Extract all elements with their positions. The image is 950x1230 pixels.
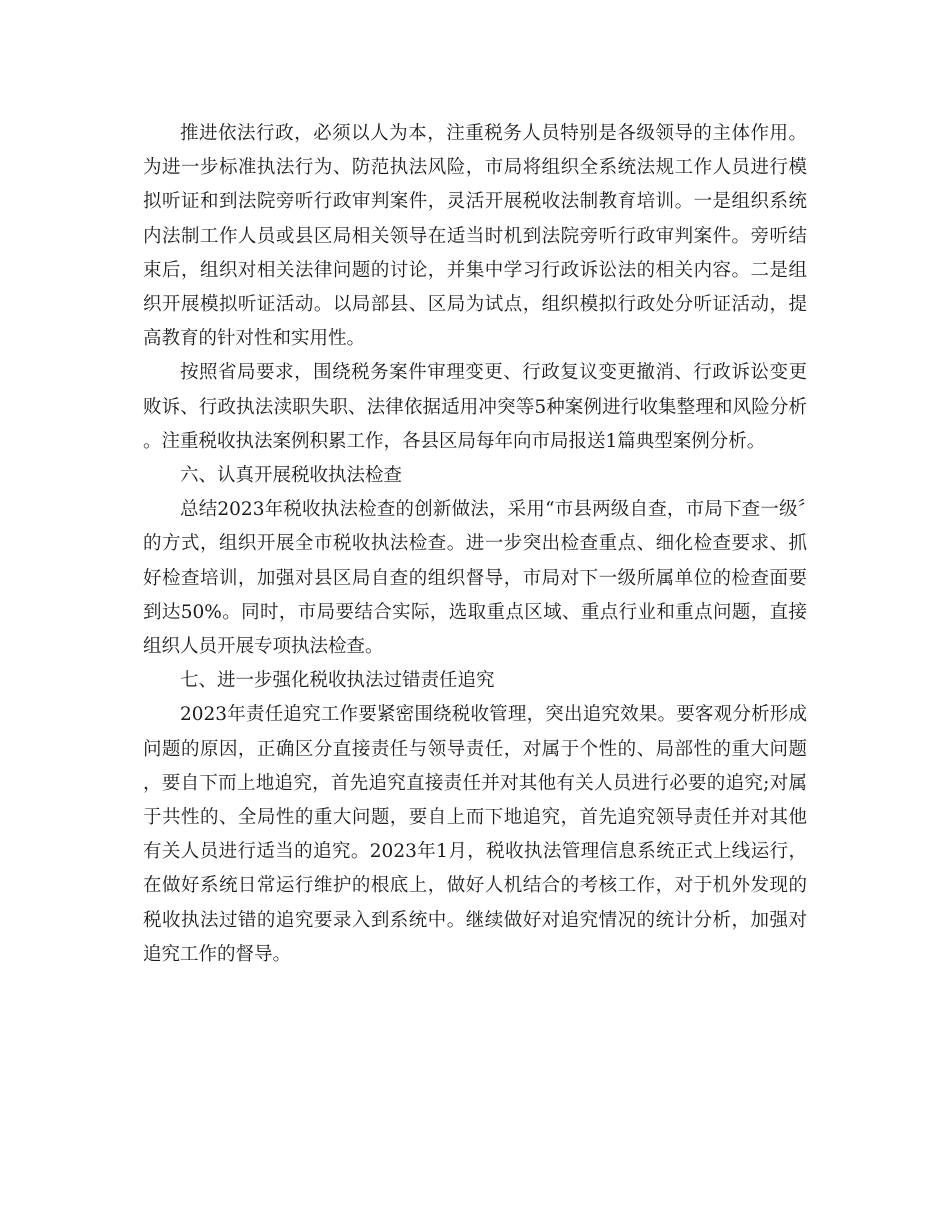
section-heading-six: 六、认真开展税收执法检查 xyxy=(180,465,403,487)
document-body xyxy=(143,117,807,972)
paragraph-case-collection: 按照省局要求，围绕税务案件审理变更、行政复议变更撤消、行政诉讼变更败诉、行政执法渎职失职、法律依据适用冲突等5种案例进行收集整理和风险分析。注重税收执法案例积累工作，各县区局每年向市局报送1篇典型案例分析。 xyxy=(143,362,807,452)
section-heading-seven: 七、进一步强化税收执法过错责任追究 xyxy=(180,670,495,692)
paragraph-administration-by-law: 推进依法行政，必须以人为本，注重税务人员特别是各级领导的主体作用。为进一步标准执法行为、防范执法风险，市局将组织全系统法规工作人员进行模拟听证和到法院旁听行政审判案件，灵活开展税收法制教育培训。一是组织系统内法制工作人员或县区局相关领导在适当时机到法院旁听行政审判案件。旁听结束后，组织对相关法律问题的讨论，并集中学习行政诉讼法的相关内容。二是组织开展模拟听证活动。以局部县、区局为试点，组织模拟行政处分听证活动，提高教育的针对性和实用性。 xyxy=(143,123,807,350)
paragraph-enforcement-inspection: 总结2023年税收执法检查的创新做法，采用“市县两级自查，市局下查一级〞的方式，组织开展全市税收执法检查。进一步突出检查重点、细化检查要求、抓好检查培训，加强对县区局自查的组织督导，市局对下一级所属单位的检查面要到达50%。同时，市局要结合实际，选取重点区域、重点行业和重点问题，直接组织人员开展专项执法检查。 xyxy=(143,499,807,658)
paragraph-accountability: 2023年责任追究工作要紧密围绕税收管理，突出追究效果。要客观分析形成问题的原因，正确区分直接责任与领导责任，对属于个性的、局部性的重大问题，要自下而上地追究，首先追究直接责任并对其他有关人员进行必要的追究;对属于共性的、全局性的重大问题，要自上而下地追究，首先追究领导责任并对其他有关人员进行适当的追究。2023年1月，税收执法管理信息系统正式上线运行，在做好系统日常运行维护的根底上，做好人机结合的考核工作，对于机外发现的税收执法过错的追究要录入到系统中。继续做好对追究情况的统计分析，加强对追究工作的督导。 xyxy=(143,704,807,965)
